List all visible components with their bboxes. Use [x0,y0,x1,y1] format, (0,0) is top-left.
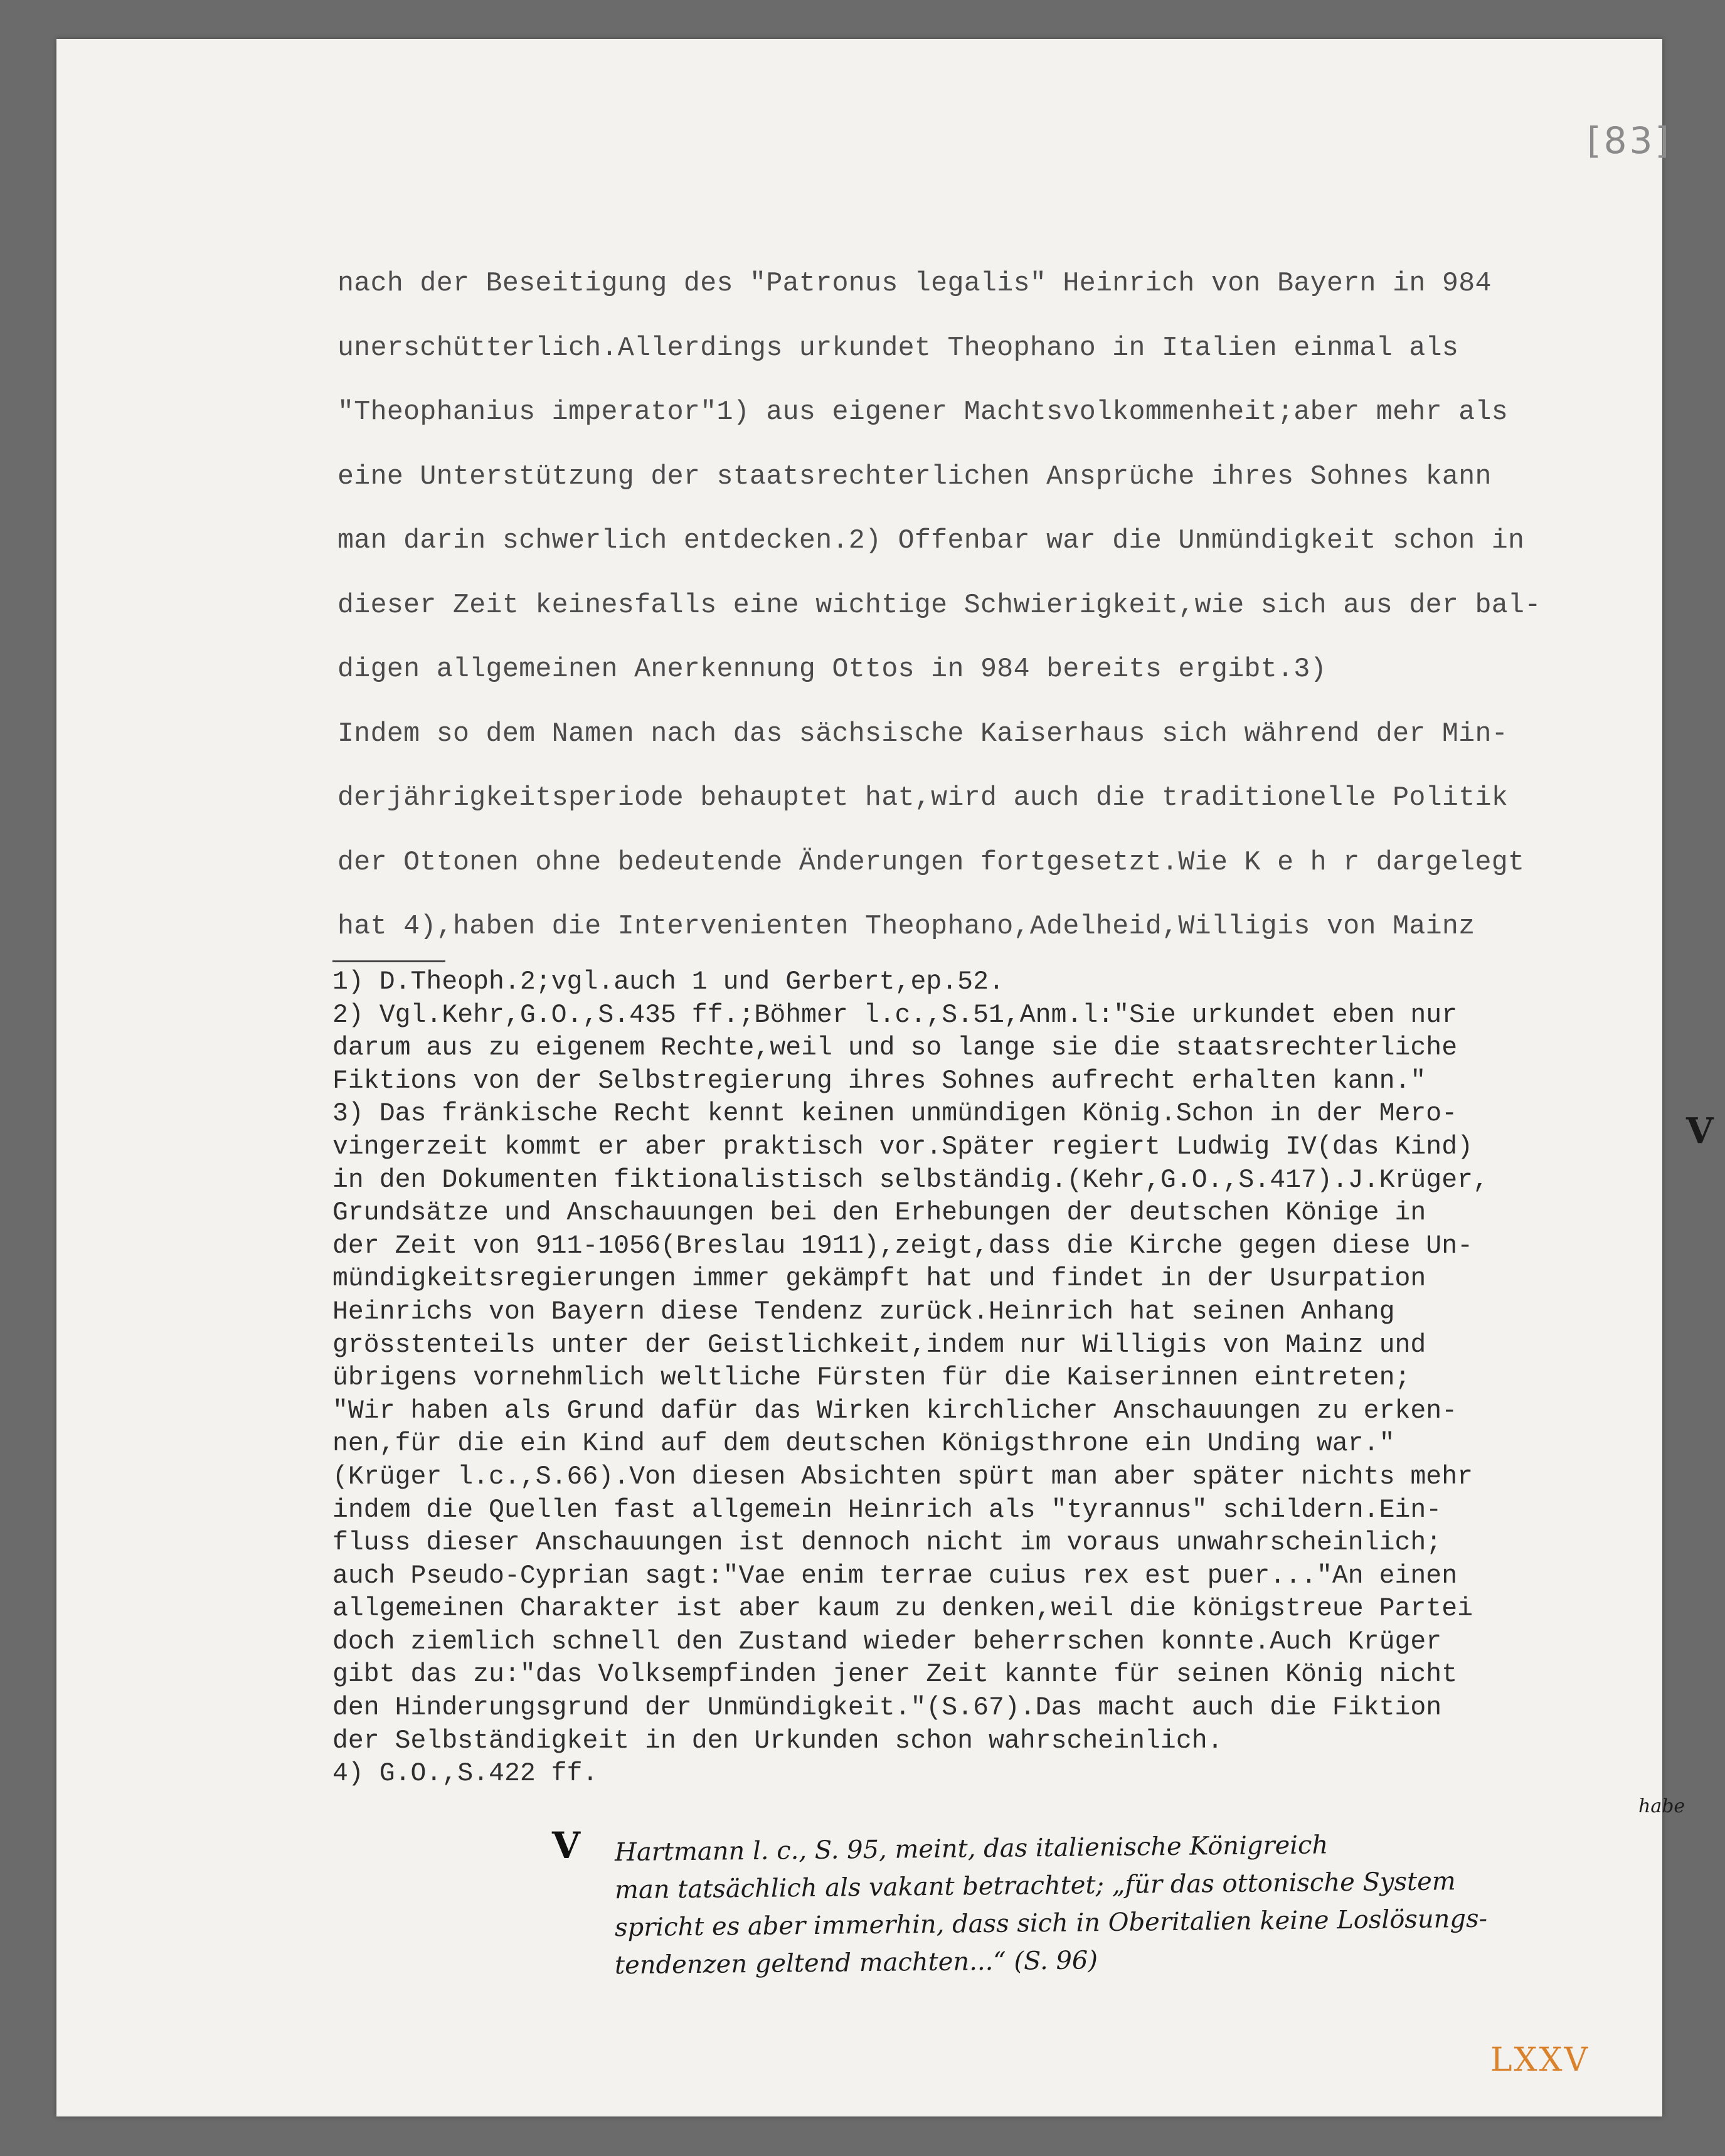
handwritten-insert-word: habe [1638,1795,1685,1817]
handwritten-line: tendenzen geltend machten...“ (S. 96) [614,1946,1098,1980]
footnote-line: Fiktions von der Selbstregierung ihres Sohnes aufrecht erhalten kann." [332,1066,1426,1096]
archive-number: LXXV [1490,2041,1590,2079]
footnote-line: grösstenteils unter der Geistlichkeit,indem nur Willigis von Mainz und [332,1330,1426,1360]
footnote-line: gibt das zu:"das Volksempfinden jener Zeit kannte für seinen König nicht [332,1660,1458,1690]
footnote-line: vingerzeit kommt er aber praktisch vor.Später regiert Ludwig IV(das Kind) [332,1132,1473,1162]
handwritten-line: man tatsächlich als vakant betrachtet; „für das ottonische System [614,1867,1456,1905]
text-line: hat 4),haben die Intervenienten Theophano,Adelheid,Willigis von Mainz [337,911,1475,942]
footnote-line: der Selbständigkeit in den Urkunden schon wahrscheinlich. [332,1726,1223,1756]
handwritten-line: Hartmann l. c., S. 95, meint, das italienische Königreich [614,1830,1329,1867]
insertion-mark: V [1686,1110,1714,1152]
footnote-line: fluss dieser Anschauungen ist dennoch nicht im voraus unwahrscheinlich; [332,1528,1442,1558]
text-line: eine Unterstützung der staatsrechterlichen Ansprüche ihres Sohnes kann [337,461,1492,492]
text-line: der Ottonen ohne bedeutende Änderungen fortgesetzt.Wie K e h r dargelegt [337,847,1525,878]
footnotes [332,966,1712,1791]
text-line: derjährigkeitsperiode behauptet hat,wird auch die traditionelle Politik [337,783,1509,814]
text-line: "Theophanius imperator"1) aus eigener Machtsvolkommenheit;aber mehr als [337,397,1509,428]
text-line: nach der Beseitigung des "Patronus legalis" Heinrich von Bayern in 984 [337,268,1492,299]
footnote-line: 2) Vgl.Kehr,G.O.,S.435 ff.;Böhmer l.c.,S.51,Anm.l:"Sie urkundet eben nur [332,1000,1458,1030]
text-line: unerschütterlich.Allerdings urkundet Theophano in Italien einmal als [337,332,1459,364]
footnote-line: (Krüger l.c.,S.66).Von diesen Absichten spürt man aber später nichts mehr [332,1462,1473,1492]
footnote-line: 4) G.O.,S.422 ff. [332,1759,598,1789]
text-line: digen allgemeinen Anerkennung Ottos in 984 bereits ergibt.3) [337,654,1327,685]
main-text [337,252,1717,960]
footnote-line: mündigkeitsregierungen immer gekämpft hat und findet in der Usurpation [332,1264,1426,1294]
text-line: Indem so dem Namen nach das sächsische Kaiserhaus sich während der Min- [337,718,1509,750]
footnote-line: indem die Quellen fast allgemein Heinrich als "tyrannus" schildern.Ein- [332,1495,1442,1525]
footnote-line: darum aus zu eigenem Rechte,weil und so lange sie die staatsrechterliche [332,1033,1458,1063]
footnote-divider [332,960,445,962]
footnote-line: auch Pseudo-Cyprian sagt:"Vae enim terrae cuius rex est puer..."An einen [332,1561,1458,1591]
text-line: man darin schwerlich entdecken.2) Offenbar war die Unmündigkeit schon in [337,526,1525,556]
handwritten-line: spricht es aber immerhin, dass sich in Oberitalien keine Loslösungs- [614,1904,1488,1943]
text-line: dieser Zeit keinesfalls eine wichtige Schwierigkeit,wie sich aus der bal- [337,590,1541,621]
footnote-line: den Hinderungsgrund der Unmündigkeit."(S.67).Das macht auch die Fiktion [332,1693,1442,1723]
page-number: [83] [1587,119,1672,162]
footnote-line: allgemeinen Charakter ist aber kaum zu denken,weil die königstreue Partei [332,1594,1473,1624]
footnote-line: nen,für die ein Kind auf dem deutschen Königsthrone ein Unding war." [332,1429,1395,1459]
footnote-line: der Zeit von 911-1056(Breslau 1911),zeigt,dass die Kirche gegen diese Un- [332,1231,1473,1261]
footnote-line: Heinrichs von Bayern diese Tendenz zurück.Heinrich hat seinen Anhang [332,1297,1395,1327]
footnote-line: 1) D.Theoph.2;vgl.auch 1 und Gerbert,ep.52. [332,967,1004,997]
handwritten-insertion-mark: V [552,1824,581,1867]
footnote-line: "Wir haben als Grund dafür das Wirken kirchlicher Anschauungen zu erken- [332,1396,1458,1426]
footnote-line: 3) Das fränkische Recht kennt keinen unmündigen König.Schon in der Mero- [332,1099,1458,1129]
footnote-line: in den Dokumenten fiktionalistisch selbständig.(Kehr,G.O.,S.417).J.Krüger, [332,1165,1489,1195]
footnote-line: doch ziemlich schnell den Zustand wieder beherrschen konnte.Auch Krüger [332,1627,1442,1657]
footnote-line: Grundsätze und Anschauungen bei den Erhebungen der deutschen Könige in [332,1198,1426,1228]
footnote-line: übrigens vornehmlich weltliche Fürsten für die Kaiserinnen eintreten; [332,1363,1411,1393]
handwritten-note [552,1795,1725,1980]
document-page [56,39,1714,2116]
